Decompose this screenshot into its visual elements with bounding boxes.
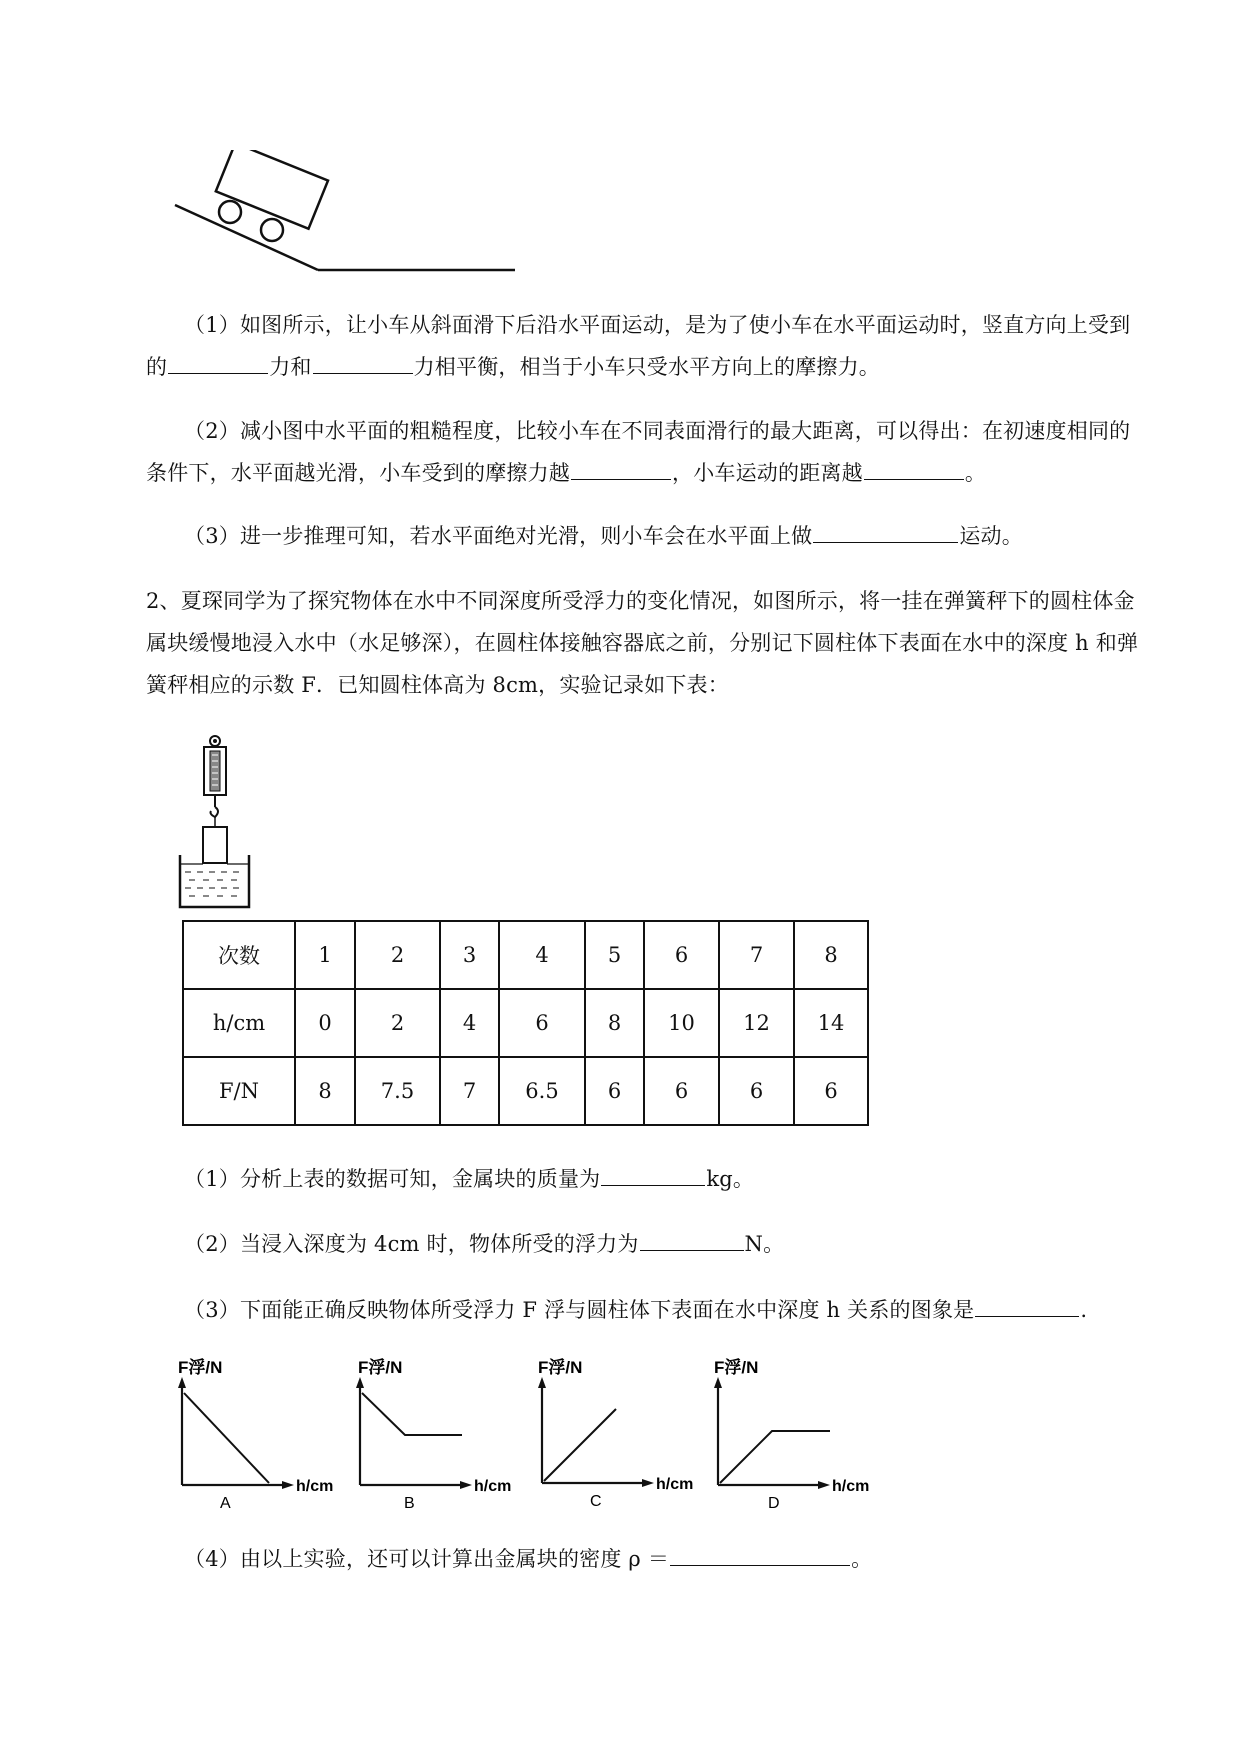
answer-blank[interactable] bbox=[975, 1294, 1079, 1317]
answer-blank[interactable] bbox=[813, 520, 958, 543]
svg-text:B: B bbox=[404, 1495, 415, 1510]
graph-options-figure bbox=[172, 1355, 892, 1510]
incline-cart-figure bbox=[170, 150, 520, 275]
q1-part1: （1）如图所示，让小车从斜面滑下后沿水平面运动，是为了使小车在水平面运动时，竖直方向上受到的 力和 力相平衡，相当于小车只受水平方向上的摩擦力。 bbox=[146, 313, 1131, 379]
answer-blank[interactable] bbox=[168, 351, 268, 374]
graph-option-c[interactable] bbox=[538, 1357, 693, 1510]
answer-blank[interactable] bbox=[864, 457, 964, 480]
graph-option-a[interactable] bbox=[178, 1357, 333, 1510]
spring-scale-figure bbox=[175, 735, 255, 915]
q2-sub1: （1）分析上表的数据可知，金属块的质量为 kg。 bbox=[184, 1158, 1144, 1200]
svg-text:F浮/N: F浮/N bbox=[538, 1358, 583, 1377]
svg-text:D: D bbox=[768, 1495, 780, 1510]
svg-text:h/cm: h/cm bbox=[474, 1478, 512, 1495]
svg-text:A: A bbox=[220, 1495, 231, 1510]
q2-sub2: （2）当浸入深度为 4cm 时，物体所受的浮力为 N。 bbox=[184, 1223, 1144, 1265]
answer-blank[interactable] bbox=[670, 1543, 850, 1566]
svg-text:h/cm: h/cm bbox=[832, 1478, 870, 1495]
svg-text:F浮/N: F浮/N bbox=[714, 1358, 759, 1377]
svg-text:C: C bbox=[590, 1493, 602, 1510]
svg-text:F浮/N: F浮/N bbox=[358, 1358, 403, 1377]
graph-option-b[interactable] bbox=[356, 1357, 511, 1510]
answer-blank[interactable] bbox=[313, 351, 413, 374]
q2-sub3: （3）下面能正确反映物体所受浮力 F 浮与圆柱体下表面在水中深度 h 关系的图象是 . bbox=[184, 1289, 1164, 1331]
svg-text:h/cm: h/cm bbox=[656, 1476, 694, 1493]
q2-sub4: （4）由以上实验，还可以计算出金属块的密度 ρ ＝ 。 bbox=[184, 1538, 1144, 1580]
q1-part2: （2）减小图中水平面的粗糙程度，比较小车在不同表面滑行的最大距离，可以得出：在初速度相同的条件下，水平面越光滑，小车受到的摩擦力越 ，小车运动的距离越 。 bbox=[146, 419, 1131, 485]
table-row: F/N 8 7.5 7 6.5 6 6 6 6 bbox=[183, 1057, 868, 1125]
answer-blank[interactable] bbox=[601, 1163, 705, 1186]
table-row: 次数 1 2 3 4 5 6 7 8 bbox=[183, 921, 868, 989]
graph-option-d[interactable] bbox=[714, 1357, 869, 1510]
table-row: h/cm 0 2 4 6 8 10 12 14 bbox=[183, 989, 868, 1057]
q2-intro: 2、夏琛同学为了探究物体在水中不同深度所受浮力的变化情况，如图所示，将一挂在弹簧秤下的圆柱体金属块缓慢地浸入水中（水足够深），在圆柱体接触容器底之前，分别记下圆柱体下表面在水中的深度 h 和弹簧秤相应的示数 F．已知圆柱体高为 8cm，实验记录如下表： bbox=[146, 589, 1139, 697]
answer-blank[interactable] bbox=[640, 1228, 744, 1251]
answer-blank[interactable] bbox=[571, 457, 671, 480]
svg-text:F浮/N: F浮/N bbox=[178, 1358, 223, 1377]
data-table bbox=[182, 920, 869, 1126]
q1-part3: （3）进一步推理可知，若水平面绝对光滑，则小车会在水平面上做 运动。 bbox=[146, 515, 1148, 557]
svg-text:h/cm: h/cm bbox=[296, 1478, 334, 1495]
